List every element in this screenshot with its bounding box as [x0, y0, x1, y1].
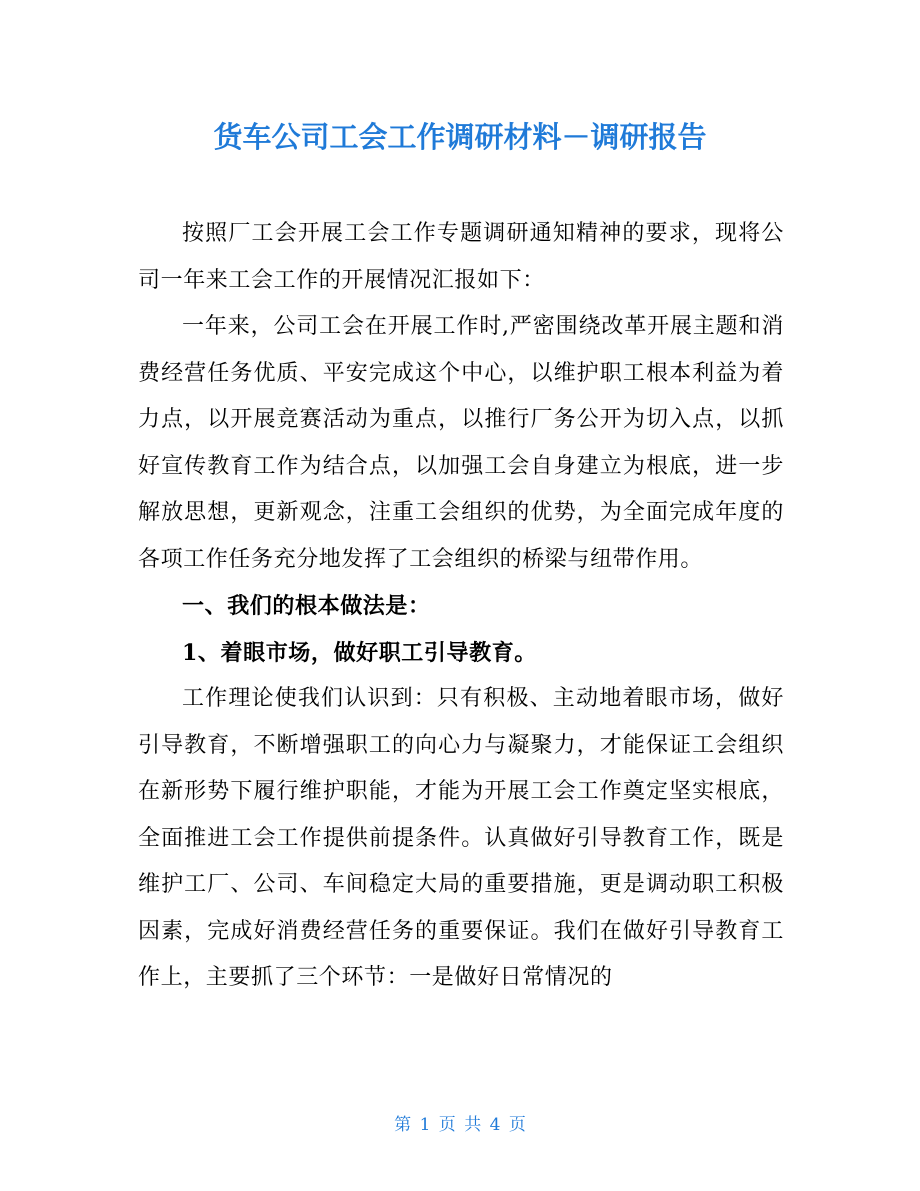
paragraph-overview: 一年来，公司工会在开展工作时,严密围绕改革开展主题和消费经营任务优质、平安完成这个中心，以维护职工根本利益为着力点，以开展竞赛活动为重点，以推行厂务公开为切入点，以抓好宣传教育工作为结合点，以加强工会自身建立为根底，进一步解放思想，更新观念，注重工会组织的优势，为全面完成年度的各项工作任务充分地发挥了工会组织的桥梁与纽带作用。 [138, 314, 784, 572]
page-number-footer: 第 1 页 共 4 页 [394, 1115, 526, 1135]
document-body [138, 211, 784, 1002]
section-heading: 一、我们的根本做法是： [182, 593, 431, 619]
paragraph-intro: 按照厂工会开展工会工作专题调研通知精神的要求，现将公司一年来工会工作的开展情况汇报如下： [138, 221, 784, 293]
paragraph-guidance: 工作理论使我们认识到：只有积极、主动地着眼市场，做好引导教育，不断增强职工的向心力与凝聚力，才能保证工会组织在新形势下履行维护职能，才能为开展工会工作奠定坚实根底，全面推进工会工作提供前提条件。认真做好引导教育工作，既是维护工厂、公司、车间稳定大局的重要措施，更是调动职工积极因素，完成好消费经营任务的重要保证。我们在做好引导教育工作上，主要抓了三个环节：一是做好日常情况的 [138, 686, 784, 990]
document-title: 货车公司工会工作调研材料－调研报告 [213, 120, 707, 154]
subsection-heading: 1、着眼市场，做好职工引导教育。 [182, 639, 537, 666]
